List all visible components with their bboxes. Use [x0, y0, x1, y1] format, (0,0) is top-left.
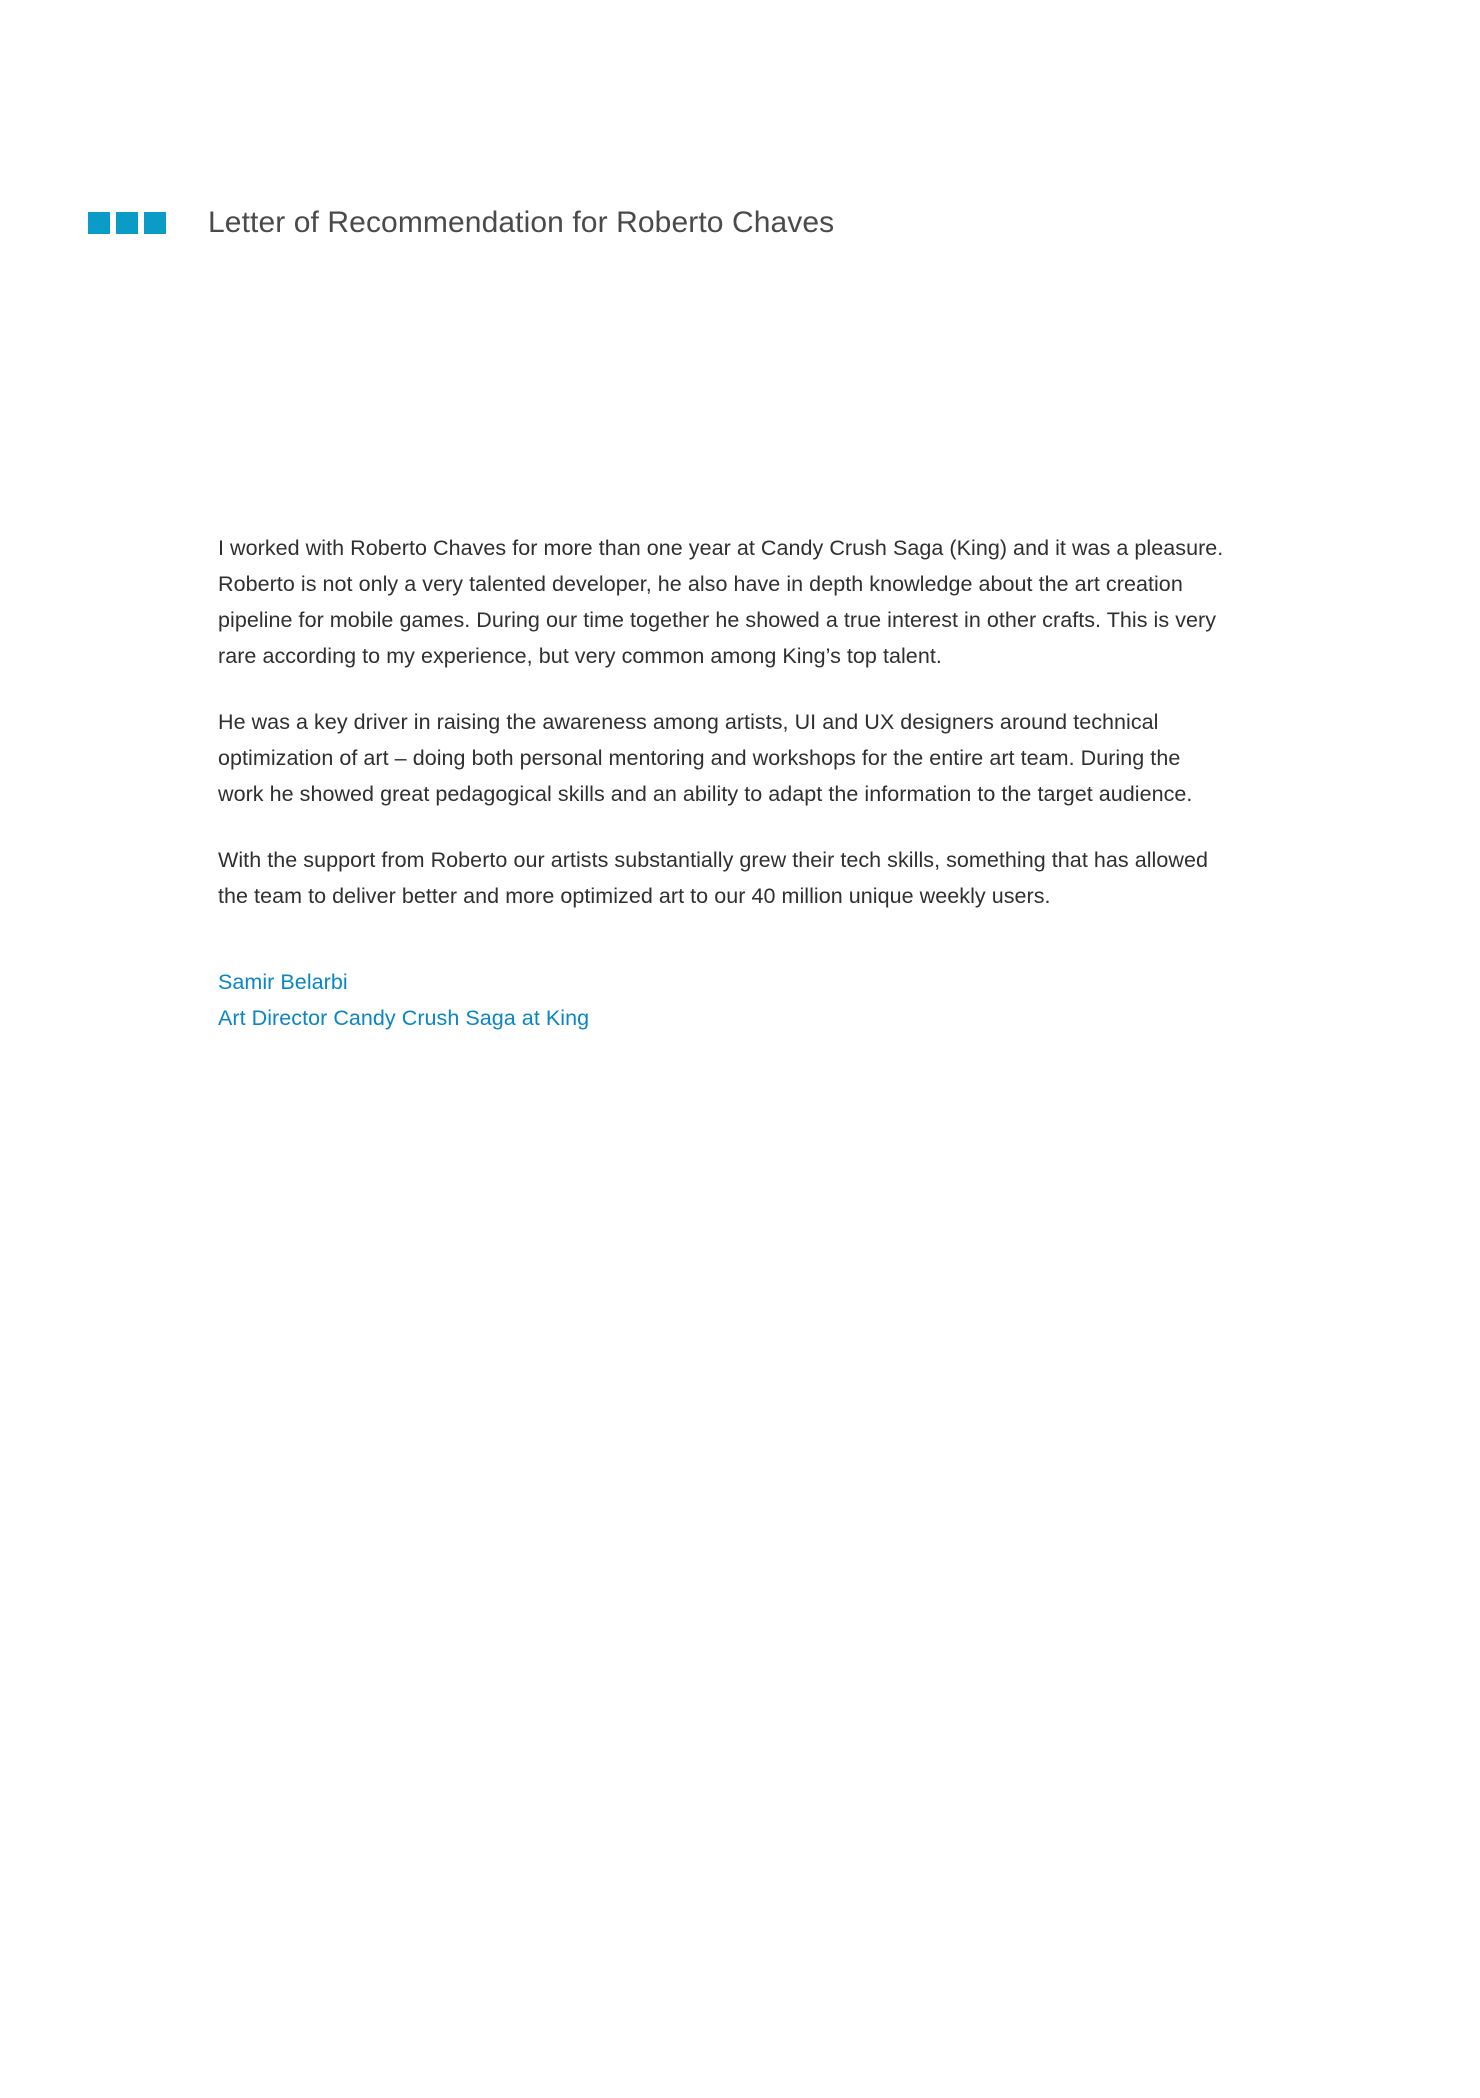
logo-square-2-icon — [116, 212, 138, 234]
letter-paragraph: He was a key driver in raising the awareness among artists, UI and UX designers around technical optimization of art – doing both personal mentoring and workshops for the entire art team. During the work he showed great pedagogical skills and an ability to adapt the information to the target audience. — [218, 710, 1193, 806]
signature-role: Art Director Candy Crush Saga at King — [218, 1006, 590, 1030]
logo-square-1-icon — [88, 212, 110, 234]
signature-name: Samir Belarbi — [218, 970, 348, 994]
letter-paragraph: I worked with Roberto Chaves for more than one year at Candy Crush Saga (King) and it was a pleasure. Roberto is not only a very talented developer, he also have in depth knowledge about the art creation pipeline for mobile games. During our time together he showed a true interest in other crafts. This is very rare according to my experience, but very common among King’s top talent. — [218, 536, 1224, 668]
document-header — [88, 185, 834, 261]
signature-block — [218, 964, 1228, 1036]
letter-paragraph: With the support from Roberto our artists substantially grew their tech skills, something that has allowed the team to deliver better and more optimized art to our 40 million unique weekly users. — [218, 848, 1208, 908]
letter-body — [218, 530, 1228, 1036]
logo-squares-icon — [88, 212, 166, 234]
page-title: Letter of Recommendation for Roberto Chaves — [208, 206, 835, 240]
logo-square-3-icon — [144, 212, 166, 234]
